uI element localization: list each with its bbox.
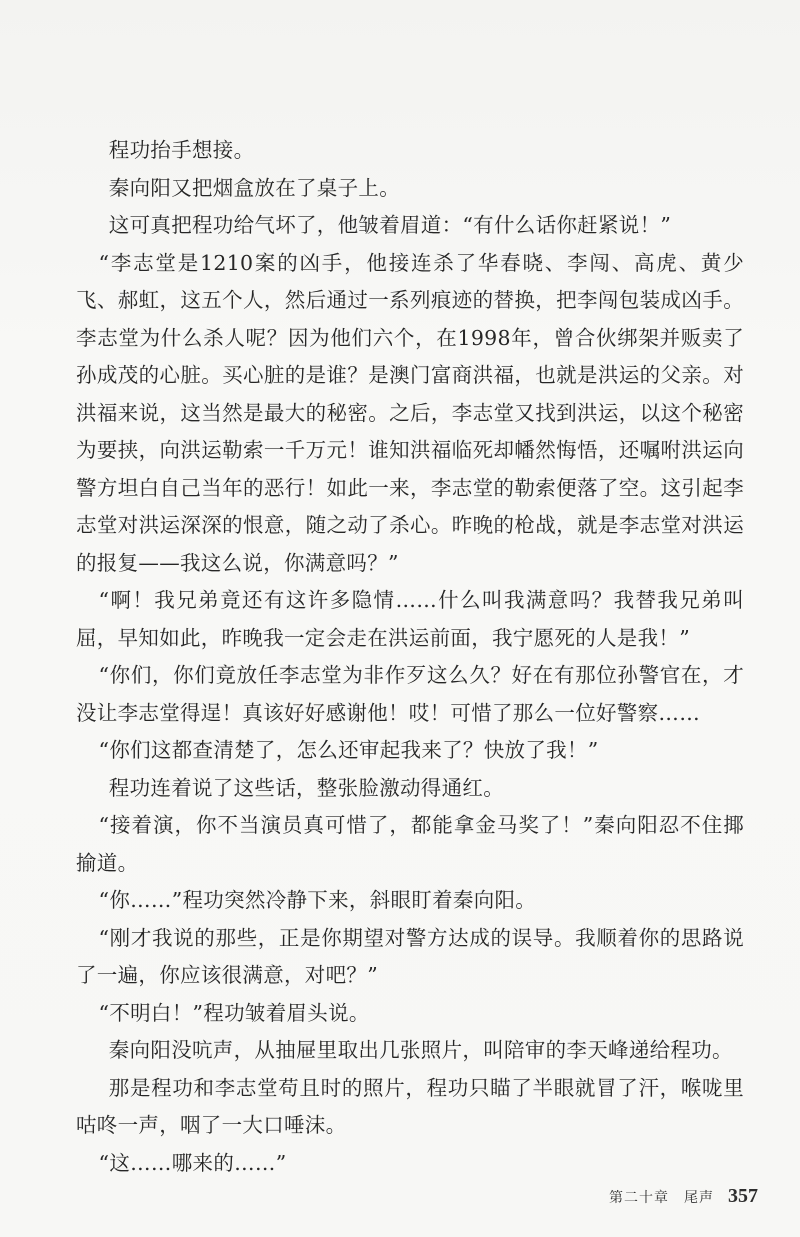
paragraph: 程功连着说了这些话，整张脸激动得通红。 xyxy=(108,775,504,800)
page-number: 357 xyxy=(728,1185,758,1207)
paragraph: 秦向阳没吭声，从抽屉里取出几张照片，叫陪审的李天峰递给程功。 xyxy=(108,1038,733,1062)
paragraph: “你们，你们竟放任李志堂为非作歹这么久？好在有那位孙警官在，才没让李志堂得逞！真该好好感谢他！哎！可惜了那么一位好警察…… xyxy=(76,663,744,725)
paragraph: “这……哪来的……” xyxy=(98,1150,287,1175)
paragraph: 秦向阳又把烟盒放在了桌子上。 xyxy=(108,175,400,200)
page-body-text xyxy=(76,132,744,1182)
paragraph: “接着演，你不当演员真可惜了，都能拿金马奖了！”秦向阳忍不住揶揄道。 xyxy=(76,813,744,875)
paragraph: 这可真把程功给气坏了，他皱着眉道：“有什么话你赶紧说！” xyxy=(108,213,672,237)
paragraph: “你……”程功突然冷静下来，斜眼盯着秦向阳。 xyxy=(98,888,537,912)
paragraph: “不明白！”程功皱着眉头说。 xyxy=(98,1000,370,1025)
paragraph: “李志堂是1210案的凶手，他接连杀了华春晓、李闯、高虎、黄少飞、郝虹，这五个人，然后通过一系列痕迹的替换，把李闯包装成凶手。李志堂为什么杀人呢？因为他们六个，在1998年，曾合伙绑架并贩卖了孙成茂的心脏。买心脏的是谁？是澳门富商洪福，也就是洪运的父亲。对洪福来说，这当然是最大的秘密。之后，李志堂又找到洪运，以这个秘密为要挟，向洪运勒索一千万元！谁知洪福临死却幡然悔悟，还嘱咐洪运向警方坦白自己当年的恶行！如此一来，李志堂的勒索便落了空。这引起李志堂对洪运深深的恨意，随之动了杀心。昨晚的枪战，就是李志堂对洪运的报复——我这么说，你满意吗？” xyxy=(76,250,744,575)
paragraph: 那是程功和李志堂苟且时的照片，程功只瞄了半眼就冒了汗，喉咙里咕咚一声，咽了一大口唾沫。 xyxy=(76,1075,744,1137)
chapter-title: 第二十章 尾声 xyxy=(609,1190,714,1206)
paragraph: 程功抬手想接。 xyxy=(108,138,255,162)
paragraph: “你们这都查清楚了，怎么还审起我来了？快放了我！” xyxy=(98,738,599,762)
paragraph: “刚才我说的那些，正是你期望对警方达成的误导。我顺着你的思路说了一遍，你应该很满意，对吧？” xyxy=(76,925,744,987)
paragraph: “啊！我兄弟竟还有这许多隐情……什么叫我满意吗？我替我兄弟叫屈，早知如此，昨晚我一定会走在洪运前面，我宁愿死的人是我！” xyxy=(76,588,744,650)
page-footer xyxy=(609,1185,758,1208)
